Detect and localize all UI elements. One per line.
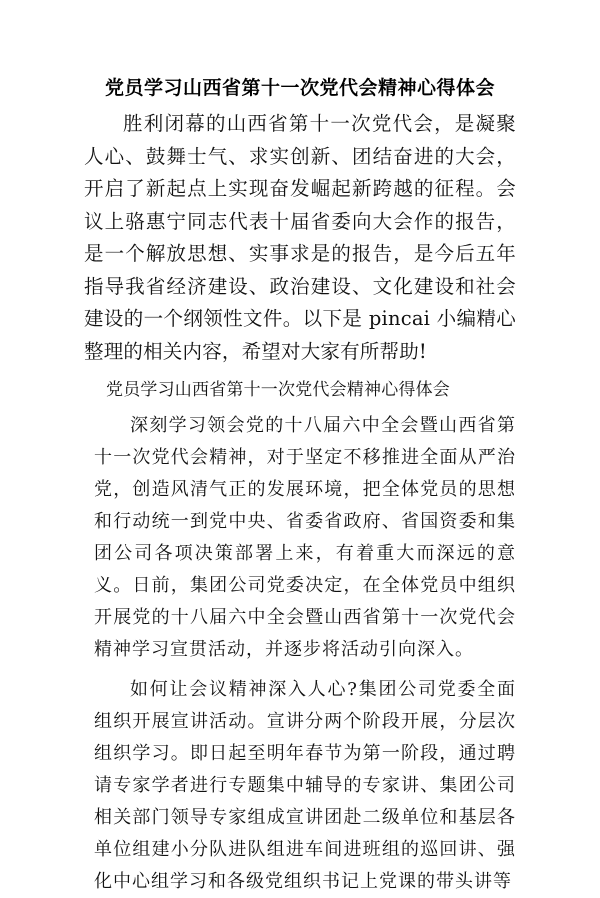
intro-paragraph: 胜利闭幕的山西省第十一次党代会，是凝聚人心、鼓舞士气、求实创新、团结奋进的大会，开启了新起点上实现奋发崛起新跨越的征程。会议上骆惠宁同志代表十届省委向大会作的报告，是一个解放思想、实事求是的报告，是今后五年指导我省经济建设、政治建设、文化建设和社会建设的一个纲领性文件。以下是 pincai 小编精心整理的相关内容，希望对大家有所帮助! xyxy=(84,112,516,363)
document-title: 党员学习山西省第十一次党代会精神心得体会 xyxy=(104,77,495,99)
body-paragraph-2: 如何让会议精神深入人心?集团公司党委全面组织开展宣讲活动。宣讲分两个阶段开展，分层次组织学习。即日起至明年春节为第一阶段，通过聘请专家学者进行专题集中辅导的专家讲、集团公司相关部门领导专家组成宣讲团赴二级单位和基层各单位组建小分队进队组进车间进班组的巡回讲、强化中心组学习和各级党组织书记上党课的带头讲等 xyxy=(94,679,516,892)
paragraph-spacer xyxy=(84,666,516,674)
body-paragraph-1: 深刻学习领会党的十八届六中全会暨山西省第十一次党代会精神，对于坚定不移推进全面从严治党，创造风清气正的发展环境，把全体党员的思想和行动统一到党中央、省委省政府、省国资委和集团公司各项决策部署上来，有着重大而深远的意义。日前，集团公司党委决定，在全体党员中组织开展党的十八届六中全会暨山西省第十一次党代会精神学习宣贯活动，并逐步将活动引向深入。 xyxy=(94,415,516,660)
section-subtitle: 党员学习山西省第十一次党代会精神心得体会 xyxy=(106,380,450,400)
